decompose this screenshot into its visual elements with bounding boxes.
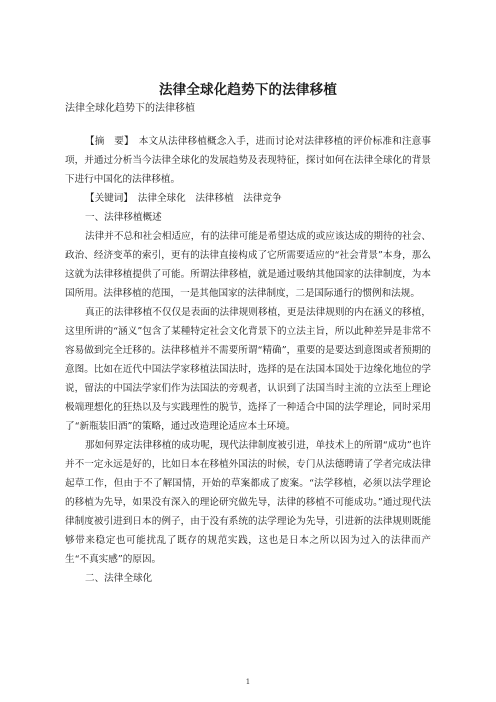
keywords-label: 【关键词】 — [85, 193, 129, 204]
section-heading-1: 一、法律移植概述 — [85, 212, 162, 223]
keywords-text: 法律全球化 法律移植 法律竞争 — [137, 193, 282, 204]
body-paragraph-1: 法律并不总和社会相适应，有的法律可能是希望达成的或应该达成的期待的社会、政治、经济变革的索引，更有的法律直接构成了它所需要适应的“社会背景”本身，那么这就为法律移植提供了可能。所谓法律移植，就是通过吸纳其他国家的法律制度，为本国所用。法律移植的范围，一是其他国家的法律制度，二是国际通行的惯例和法规。 — [65, 231, 431, 299]
document-body — [65, 132, 431, 588]
abstract-text: 本文从法律移植概念入手，进而讨论对法律移植的评价标准和注意事项，并通过分析当今法律全球化的发展趋势及表现特征，探讨如何在法律全球化的背景下进行中国化的法律移植。 — [65, 136, 432, 185]
page-number: 1 — [245, 678, 251, 686]
body-paragraph-3: 那如何界定法律移植的成功呢，现代法律制度被引进，单技术上的所谓“成功”也许并不一定永远是好的，比如日本在移植外国法的时候，专门从法德聘请了学者完成法律起草工作，但由于不了解国情，开始的草案都成了废案。“法学移植，必须以法学理论的移植为先导，如果没有深入的理论研究做先导，法律的移植不可能成功。”通过现代法律制度被引进到日本的例子，由于没有系统的法学理论为先导，引进新的法律规则既能够带来稳定也可能扰乱了既存的规范实践，这也是日本之所以因为过入的法律而产生“不真实感”的原因。 — [65, 440, 431, 565]
abstract-paragraph — [65, 132, 431, 189]
document-subtitle: 法律全球化趋势下的法律移植 — [65, 103, 195, 114]
abstract-label: 【摘 要】 — [85, 136, 129, 147]
keywords-paragraph — [65, 189, 431, 208]
body-paragraph-2: 真正的法律移植不仅仅是表面的法律规则移植，更是法律规则的内在涵义的移植，这里所讲的“涵义”包含了某種特定社会文化背景下的立法主旨，所以此种差异是非常不容易做到完全迁移的。法律移植并不需要所谓“精确”，重要的是要达到意图或者预期的意图。比如在近代中国法学家移植法国法时，选择的是在法国本国处于边缘化地位的学说，留法的中国法学家们作为法国法的旁观者，认识到了法国当时主流的立法至上理论极端理想化的狂热以及与实践理性的脱节，选择了一种适合中国的法学理论，同时采用了“新瓶装旧酒”的策略，通过改造理论适应本土环境。 — [65, 307, 431, 432]
section-heading-2: 二、法律全球化 — [85, 573, 153, 584]
document-title: 法律全球化趋势下的法律移植 — [158, 82, 338, 98]
